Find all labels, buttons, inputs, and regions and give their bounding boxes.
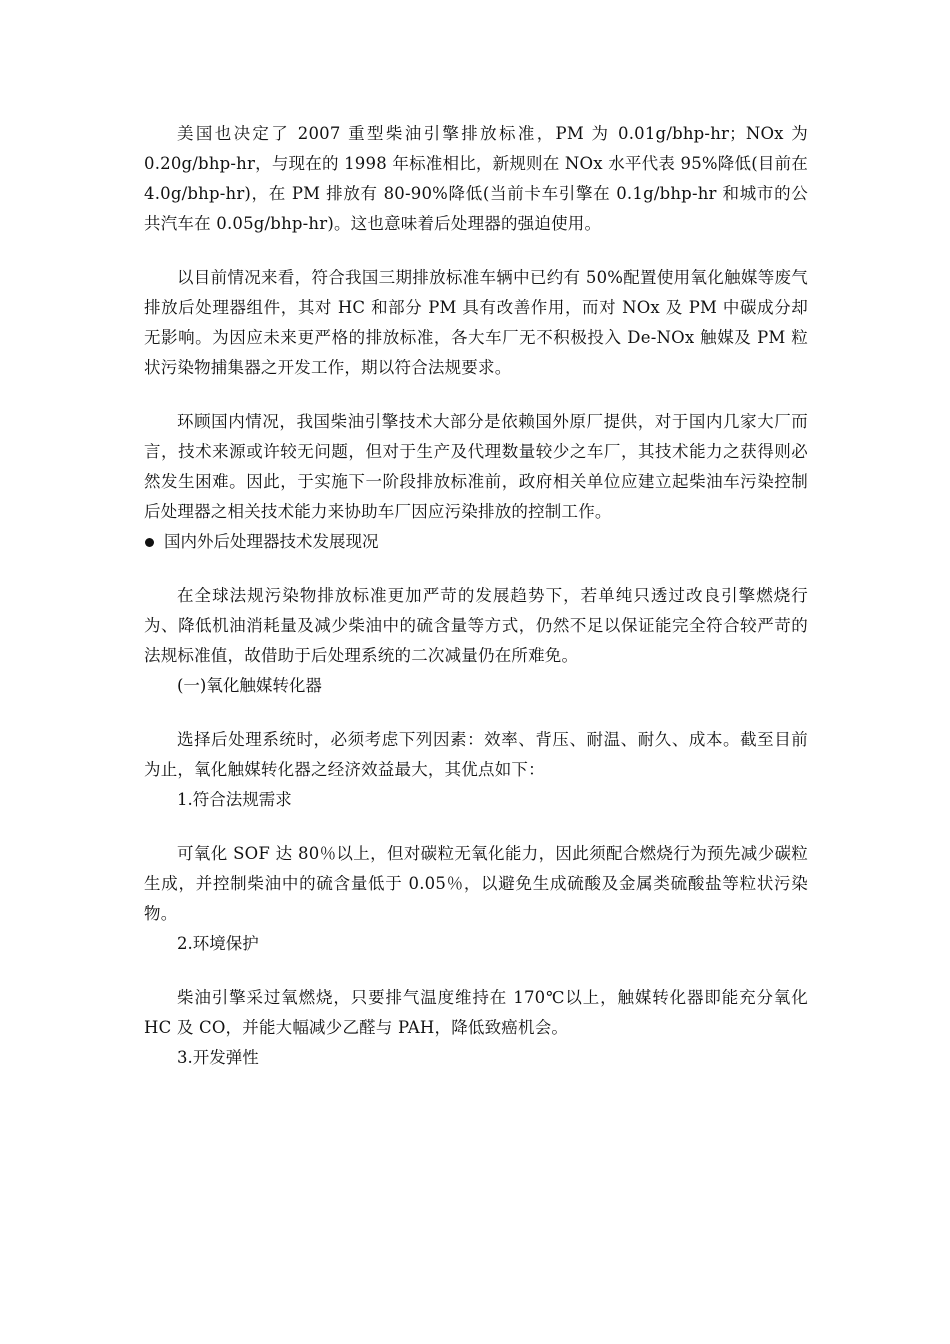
subheading-environment: 2.环境保护: [177, 934, 259, 953]
paragraph-regulation: 可氧化 SOF 达 80％以上，但对碳粒无氧化能力，因此须配合燃烧行为预先减少碳粒生成，并控制柴油中的硫含量低于 0.05％，以避免生成硫酸及金属类硫酸盐等粒状污染物。: [144, 844, 808, 923]
subheading-oxidation-catalyst: (一)氧化触媒转化器: [177, 676, 322, 695]
paragraph-domestic-situation: 环顾国内情况，我国柴油引擎技术大部分是依赖国外原厂提供，对于国内几家大厂而言，技术来源或许较无问题，但对于生产及代理数量较少之车厂，其技术能力之获得则必然发生困难。因此，于实施下一阶段排放标准前，政府相关单位应建立起柴油车污染控制后处理器之相关技术能力来协助车厂因应污染排放的控制工作。: [144, 412, 808, 521]
paragraph-selection-factors: 选择后处理系统时，必须考虑下列因素：效率、背压、耐温、耐久、成本。截至目前为止，氧化触媒转化器之经济效益最大，其优点如下：: [144, 730, 808, 779]
paragraph-current-situation: 以目前情况来看，符合我国三期排放标准车辆中已约有 50%配置使用氧化触媒等废气排放后处理器组件，其对 HC 和部分 PM 具有改善作用，而对 NOx 及 PM 中碳成分却无影响。为因应未来更严格的排放标准，各大车厂无不积极投入 De-NOx 触媒及 PM 粒状污染物捕集器之开发工作，期以符合法规要求。: [144, 268, 808, 377]
paragraph-global-trend: 在全球法规污染物排放标准更加严苛的发展趋势下，若单纯只透过改良引擎燃烧行为、降低机油消耗量及减少柴油中的硫含量等方式，仍然不足以保证能完全符合较严苛的法规标准值，故借助于后处理系统的二次减量仍在所难免。: [144, 586, 808, 665]
bullet-icon: [145, 538, 154, 547]
subheading-flexibility: 3.开发弹性: [177, 1048, 259, 1067]
document-page: [144, 119, 808, 1073]
section-heading-text: 国内外后处理器技术发展现况: [164, 532, 379, 551]
subheading-regulation: 1.符合法规需求: [177, 790, 292, 809]
section-heading-aftertreatment: [144, 527, 808, 557]
paragraph-environment: 柴油引擎采过氧燃烧，只要排气温度维持在 170℃以上，触媒转化器即能充分氧化 HC 及 CO，并能大幅减少乙醛与 PAH，降低致癌机会。: [144, 988, 808, 1037]
paragraph-us-2007-standard: 美国也决定了 2007 重型柴油引擎排放标准，PM 为 0.01g/bhp-hr；NOx 为 0.20g/bhp-hr，与现在的 1998 年标准相比，新规则在 NOx 水平代表 95%降低(目前在 4.0g/bhp-hr)，在 PM 排放有 80-90%降低(当前卡车引擎在 0.1g/bhp-hr 和城市的公共汽车在 0.05g/bhp-hr)。这也意味着后处理器的强迫使用。: [144, 124, 808, 233]
